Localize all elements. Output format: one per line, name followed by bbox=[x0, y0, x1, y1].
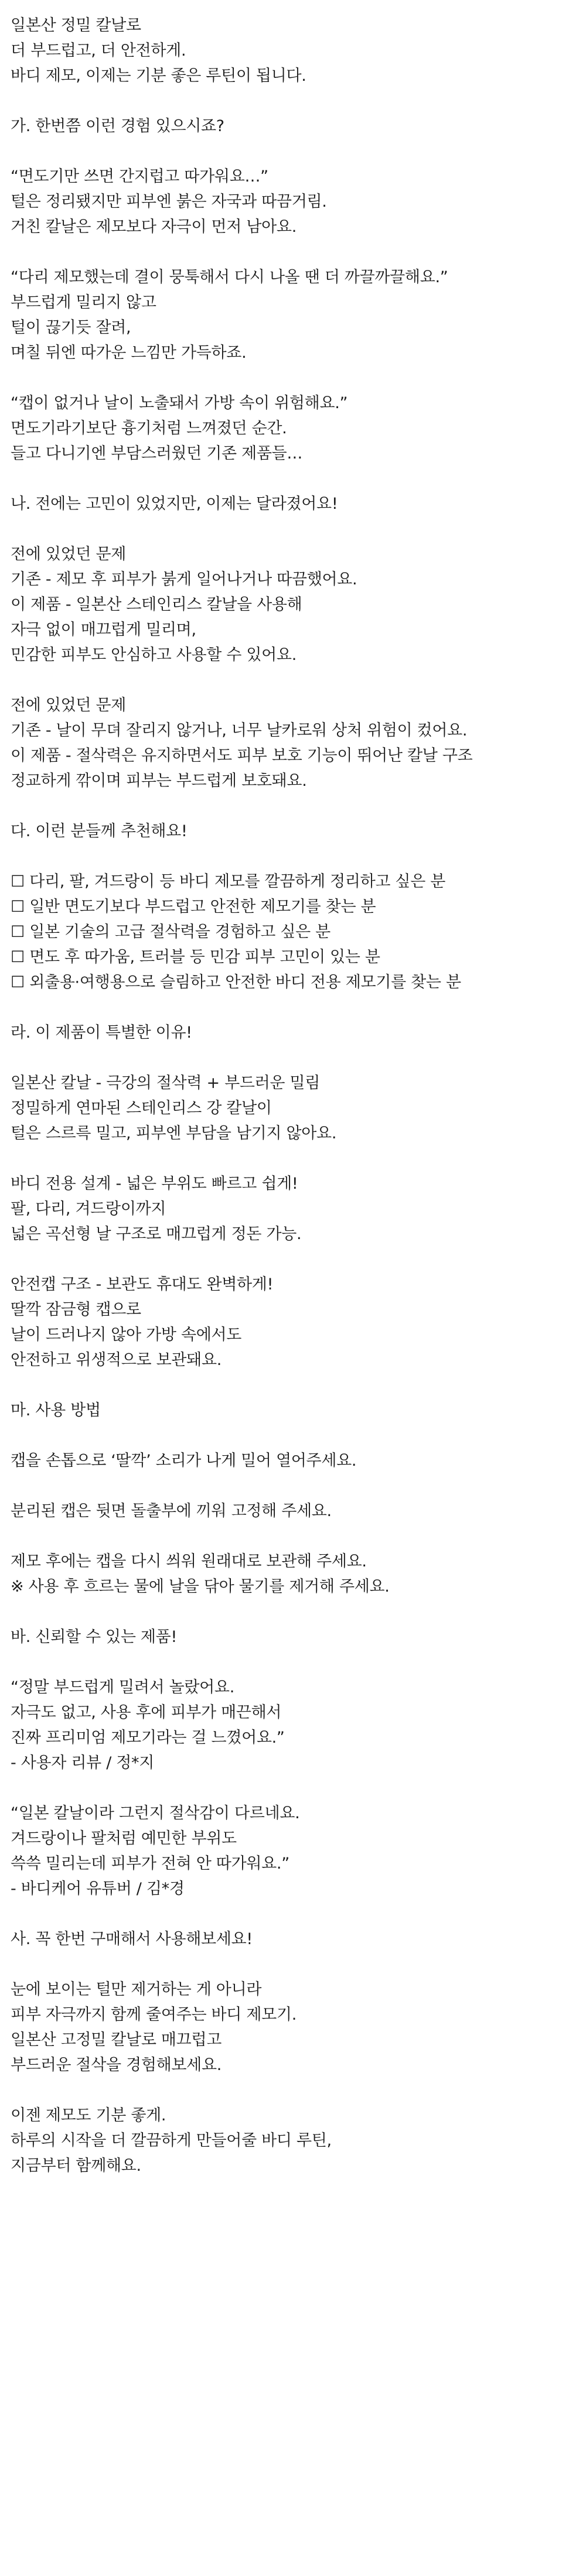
paragraph bbox=[11, 1020, 573, 1045]
paragraph-gap bbox=[11, 995, 573, 1020]
text-line: 안전하고 위생적으로 보관돼요. bbox=[11, 1351, 222, 1369]
paragraph-gap bbox=[11, 88, 573, 114]
text-line: ※ 사용 후 흐르는 물에 날을 닦아 물기를 제거해 주세요. bbox=[11, 1578, 390, 1596]
paragraph bbox=[11, 265, 573, 365]
paragraph-gap bbox=[11, 466, 573, 491]
paragraph-gap bbox=[11, 793, 573, 819]
paragraph-gap bbox=[11, 365, 573, 391]
paragraph bbox=[11, 1549, 573, 1599]
text-line: 전에 있었던 문제 bbox=[11, 696, 127, 714]
paragraph-gap bbox=[11, 1146, 573, 1171]
text-line: 며칠 뒤엔 따가운 느낌만 가득하죠. bbox=[11, 344, 247, 362]
paragraph-gap bbox=[11, 1776, 573, 1801]
paragraph bbox=[11, 542, 573, 668]
text-line: 제모 후에는 캡을 다시 씌워 원래대로 보관해 주세요. bbox=[11, 1552, 367, 1571]
paragraph bbox=[11, 2103, 573, 2178]
paragraph bbox=[11, 1801, 573, 1901]
paragraph bbox=[11, 1398, 573, 1423]
paragraph bbox=[11, 693, 573, 793]
text-line: ☐ 일반 면도기보다 부드럽고 안전한 제모기를 찾는 분 bbox=[11, 898, 376, 916]
text-line: ☐ 면도 후 따가움, 트러블 등 민감 피부 고민이 있는 분 bbox=[11, 948, 380, 966]
text-line: 하루의 시작을 더 깔끔하게 만들어줄 바디 루틴, bbox=[11, 2132, 332, 2150]
text-line: 날이 드러나지 않아 가방 속에서도 bbox=[11, 1326, 242, 1344]
paragraph-gap bbox=[11, 1045, 573, 1070]
paragraph bbox=[11, 869, 573, 995]
text-line: “다리 제모했는데 결이 뭉툭해서 다시 나올 땐 더 까끌까끌해요.” bbox=[11, 268, 448, 286]
text-line: 바디 제모, 이제는 기분 좋은 루틴이 됩니다. bbox=[11, 67, 306, 85]
paragraph-gap bbox=[11, 1952, 573, 1977]
text-line: 일본산 정밀 칼날로 bbox=[11, 16, 141, 35]
paragraph-gap bbox=[11, 240, 573, 265]
text-line: ☐ 외출용·여행용으로 슬림하고 안전한 바디 전용 제모기를 찾는 분 bbox=[11, 973, 461, 991]
text-line: 일본산 칼날 - 극강의 절삭력 + 부드러운 밀림 bbox=[11, 1074, 321, 1092]
text-line: 털은 스르륵 밀고, 피부엔 부담을 남기지 않아요. bbox=[11, 1124, 337, 1142]
paragraph bbox=[11, 1171, 573, 1247]
text-line: 팔, 다리, 겨드랑이까지 bbox=[11, 1200, 166, 1218]
text-line: - 바디케어 유튜버 / 김*경 bbox=[11, 1880, 185, 1898]
paragraph-gap bbox=[11, 1524, 573, 1549]
text-line: 부드럽게 밀리지 않고 bbox=[11, 293, 156, 312]
paragraph bbox=[11, 13, 573, 88]
paragraph bbox=[11, 1272, 573, 1373]
text-line: 겨드랑이나 팔처럼 예민한 부위도 bbox=[11, 1829, 237, 1848]
text-line: 사. 꼭 한번 구매해서 사용해보세요! bbox=[11, 1930, 253, 1948]
text-line: 일본산 고정밀 칼날로 매끄럽고 bbox=[11, 2031, 222, 2049]
text-line: 마. 사용 방법 bbox=[11, 1401, 101, 1419]
text-line: 이 제품 - 절삭력은 유지하면서도 피부 보호 기능이 뛰어난 칼날 구조 bbox=[11, 747, 473, 765]
text-line: 진짜 프리미엄 제모기라는 걸 느꼈어요.” bbox=[11, 1729, 285, 1747]
text-line: ☐ 다리, 팔, 겨드랑이 등 바디 제모를 깔끔하게 정리하고 싶은 분 bbox=[11, 873, 446, 891]
text-line: 기존 - 날이 무뎌 잘리지 않거나, 너무 날카로워 상처 위험이 컸어요. bbox=[11, 721, 468, 740]
text-line: 딸깍 잠금형 캡으로 bbox=[11, 1301, 141, 1319]
paragraph-gap bbox=[11, 1247, 573, 1272]
text-line: 나. 전에는 고민이 있었지만, 이제는 달라졌어요! bbox=[11, 495, 338, 513]
paragraph bbox=[11, 1448, 573, 1473]
text-line: “캡이 없거나 날이 노출돼서 가방 속이 위험해요.” bbox=[11, 394, 348, 412]
text-line: 기존 - 제모 후 피부가 붉게 일어나거나 따끔했어요. bbox=[11, 570, 357, 589]
text-line: 안전캡 구조 - 보관도 휴대도 완벽하게! bbox=[11, 1275, 274, 1294]
text-line: 거친 칼날은 제모보다 자극이 먼저 남아요. bbox=[11, 218, 297, 236]
paragraph bbox=[11, 1624, 573, 1650]
text-line: 이 제품 - 일본산 스테인리스 칼날을 사용해 bbox=[11, 596, 302, 614]
paragraph bbox=[11, 391, 573, 466]
paragraph bbox=[11, 1070, 573, 1146]
product-description bbox=[11, 13, 573, 2178]
text-line: “면도기만 쓰면 간지럽고 따가워요…” bbox=[11, 167, 268, 186]
text-line: 이젠 제모도 기분 좋게. bbox=[11, 2106, 166, 2125]
paragraph bbox=[11, 164, 573, 240]
text-line: ☐ 일본 기술의 고급 절삭력을 경험하고 싶은 분 bbox=[11, 923, 331, 941]
paragraph-gap bbox=[11, 1423, 573, 1448]
text-line: 분리된 캡은 뒷면 돌출부에 끼워 고정해 주세요. bbox=[11, 1502, 332, 1520]
text-line: 쓱쓱 밀리는데 피부가 전혀 안 따가워요.” bbox=[11, 1855, 289, 1873]
paragraph bbox=[11, 1499, 573, 1524]
text-line: 피부 자극까지 함께 줄여주는 바디 제모기. bbox=[11, 2006, 297, 2024]
text-line: 면도기라기보단 흉기처럼 느껴졌던 순간. bbox=[11, 419, 287, 437]
text-line: “정말 부드럽게 밀려서 놀랐어요. bbox=[11, 1678, 234, 1696]
text-line: 넓은 곡선형 날 구조로 매끄럽게 정돈 가능. bbox=[11, 1225, 302, 1243]
text-line: 더 부드럽고, 더 안전하게. bbox=[11, 42, 186, 60]
paragraph bbox=[11, 114, 573, 139]
text-line: 눈에 보이는 털만 제거하는 게 아니라 bbox=[11, 1980, 262, 1999]
paragraph bbox=[11, 819, 573, 844]
text-line: 바. 신뢰할 수 있는 제품! bbox=[11, 1628, 177, 1646]
text-line: 털은 정리됐지만 피부엔 붉은 자국과 따끔거림. bbox=[11, 193, 327, 211]
paragraph-gap bbox=[11, 1901, 573, 1927]
text-line: - 사용자 리뷰 / 정*지 bbox=[11, 1754, 155, 1772]
paragraph bbox=[11, 1927, 573, 1952]
text-line: 바디 전용 설계 - 넓은 부위도 빠르고 쉽게! bbox=[11, 1175, 298, 1193]
text-line: 털이 끊기듯 잘려, bbox=[11, 319, 131, 337]
paragraph-gap bbox=[11, 668, 573, 693]
text-line: 정교하게 깎이며 피부는 부드럽게 보호돼요. bbox=[11, 772, 307, 790]
paragraph-gap bbox=[11, 1599, 573, 1624]
text-line: 들고 다니기엔 부담스러웠던 기존 제품들… bbox=[11, 444, 303, 463]
paragraph bbox=[11, 1977, 573, 2078]
text-line: 자극 없이 매끄럽게 밀리며, bbox=[11, 621, 196, 639]
text-line: 라. 이 제품이 특별한 이유! bbox=[11, 1024, 192, 1042]
text-line: 지금부터 함께해요. bbox=[11, 2157, 141, 2175]
text-line: 캡을 손톱으로 ‘딸깍’ 소리가 나게 밀어 열어주세요. bbox=[11, 1452, 357, 1470]
text-line: 부드러운 절삭을 경험해보세요. bbox=[11, 2056, 222, 2074]
text-line: 정밀하게 연마된 스테인리스 강 칼날이 bbox=[11, 1099, 272, 1117]
paragraph-gap bbox=[11, 844, 573, 869]
paragraph-gap bbox=[11, 1650, 573, 1675]
paragraph-gap bbox=[11, 139, 573, 164]
paragraph-gap bbox=[11, 1373, 573, 1398]
paragraph-gap bbox=[11, 1473, 573, 1499]
paragraph-gap bbox=[11, 516, 573, 542]
text-line: 민감한 피부도 안심하고 사용할 수 있어요. bbox=[11, 646, 297, 664]
text-line: 다. 이런 분들께 추천해요! bbox=[11, 822, 188, 840]
text-line: 전에 있었던 문제 bbox=[11, 545, 127, 563]
paragraph bbox=[11, 491, 573, 516]
paragraph-gap bbox=[11, 2078, 573, 2103]
text-line: 자극도 없고, 사용 후에 피부가 매끈해서 bbox=[11, 1703, 282, 1722]
paragraph bbox=[11, 1675, 573, 1776]
text-line: “일본 칼날이라 그런지 절삭감이 다르네요. bbox=[11, 1804, 300, 1822]
text-line: 가. 한번쯤 이런 경험 있으시죠? bbox=[11, 117, 224, 135]
